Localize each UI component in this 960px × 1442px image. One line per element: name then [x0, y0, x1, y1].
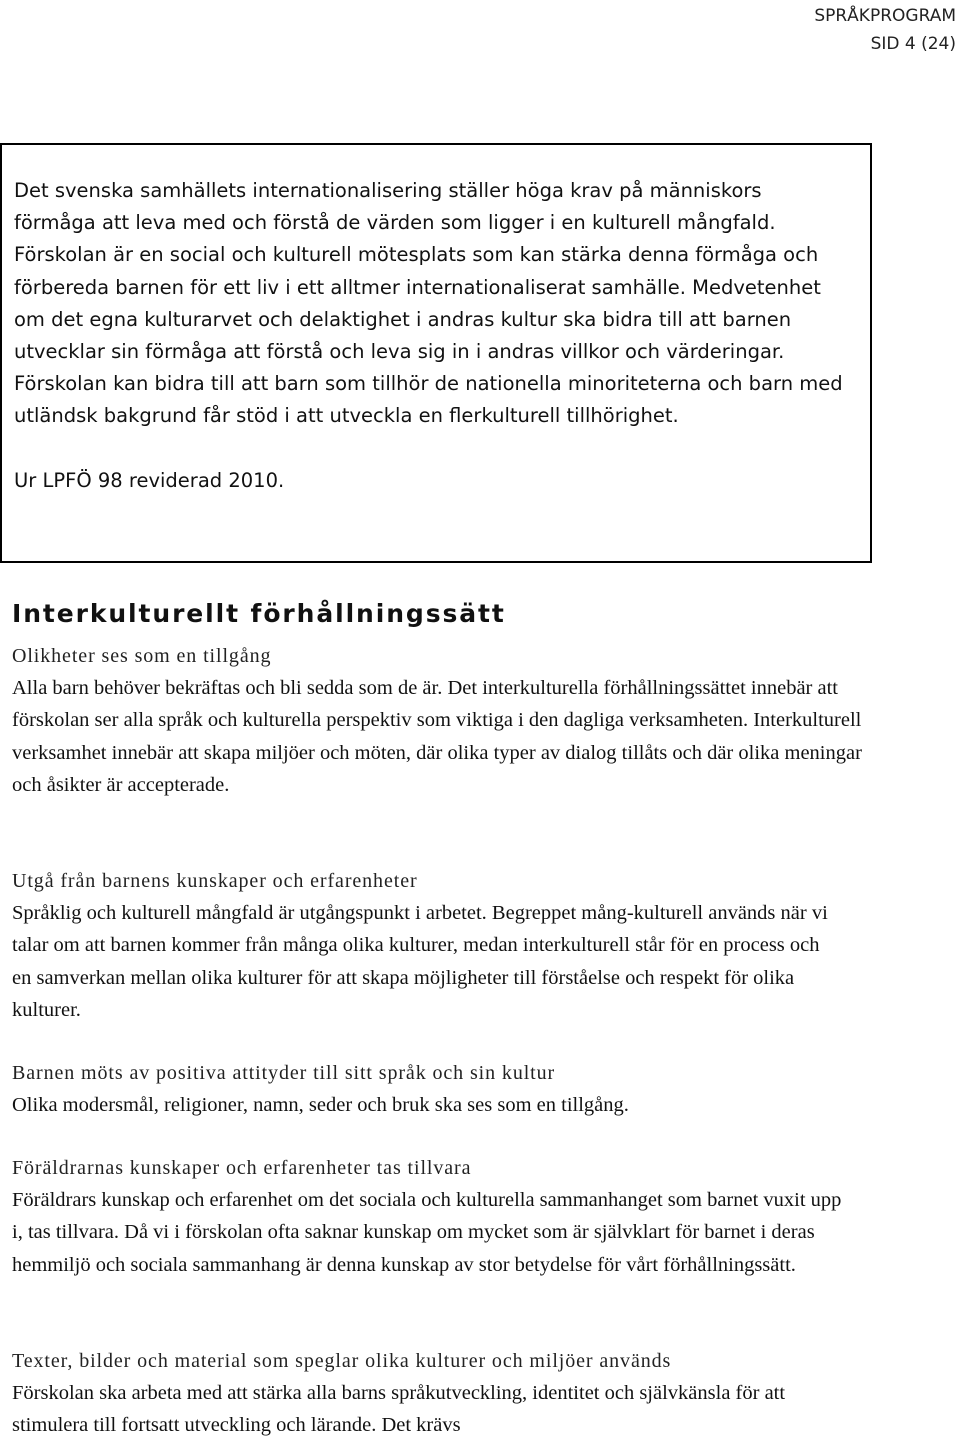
section-title: Interkulturellt förhållningssätt: [12, 599, 506, 628]
section-heading: Föräldrarnas kunskaper och erfarenheter tas tillvara: [12, 1157, 472, 1179]
section-body: Föräldrars kunskap och erfarenhet om det sociala och kulturella sammanhanget som barnet vuxit upp i, tas tillvara. Då vi i förskolan ofta saknar kunskap om mycket som är självklart för barnet i deras hemmiljö och sociala sammanhang är denna kunskap av stor betydelse för vårt förhållningssätt.: [12, 1189, 842, 1276]
quote-source: Ur LPFÖ 98 reviderad 2010.: [14, 468, 285, 492]
document-title: SPRÅKPROGRAM: [814, 6, 956, 26]
section-body: Förskolan ska arbeta med att stärka alla barns språkutveckling, identitet och självkänsla för att stimulera till fortsatt utveckling och lärande. Det krävs: [12, 1382, 786, 1437]
curriculum-quote-box: [0, 143, 872, 563]
section-heading: Texter, bilder och material som speglar olika kulturer och miljöer används: [12, 1350, 672, 1372]
section-utga-fran-barnen: [12, 865, 952, 1026]
page-number: SID 4 (24): [870, 34, 956, 54]
section-heading: Barnen möts av positiva attityder till sitt språk och sin kultur: [12, 1062, 556, 1084]
page-header: [814, 2, 956, 58]
section-body: Språklig och kulturell mångfald är utgångspunkt i arbetet. Begreppet mång-kulturell används när vi talar om att barnen kommer från många olika kulturer, medan interkulturell står för en process och en samverkan mellan olika kulturer för att skapa möjligheter till förståelse och respekt för olika kulturer.: [12, 902, 828, 1021]
section-heading: Olikheter ses som en tillgång: [12, 645, 272, 667]
section-positiva-attityder: [12, 1057, 952, 1121]
section-foraldrar: [12, 1152, 952, 1281]
section-texter-bilder: [12, 1345, 952, 1442]
quote-text: Det svenska samhällets internationalisering ställer höga krav på människors förmåga att leva med och förstå de värden som ligger i en kulturell mångfald. Förskolan är en social och kulturell mötesplats som kan stärka denna förmåga och förbereda barnen för ett liv i ett alltmer internationaliserat samhälle. Medvetenhet om det egna kulturarvet och delaktighet i andras kultur ska bidra till att barnen utvecklar sin förmåga att förstå och leva sig in i andras villkor och värderingar. Förskolan kan bidra till att barn som tillhör de nationella minoriteterna och barn med utländsk bakgrund får stöd i att utveckla en flerkulturell tillhörighet.: [14, 179, 843, 428]
section-heading: Utgå från barnens kunskaper och erfarenheter: [12, 870, 418, 892]
section-body: Alla barn behöver bekräftas och bli sedda som de är. Det interkulturella förhållningssättet innebär att förskolan ser alla språk och kulturella perspektiv som viktiga i den dagliga verksamheten. Interkulturell verksamhet innebär att skapa miljöer och möten, där olika typer av dialog tillåts och där olika meningar och åsikter är accepterade.: [12, 677, 862, 796]
section-olikheter: [12, 640, 952, 801]
section-body: Olika modersmål, religioner, namn, seder och bruk ska ses som en tillgång.: [12, 1094, 629, 1117]
